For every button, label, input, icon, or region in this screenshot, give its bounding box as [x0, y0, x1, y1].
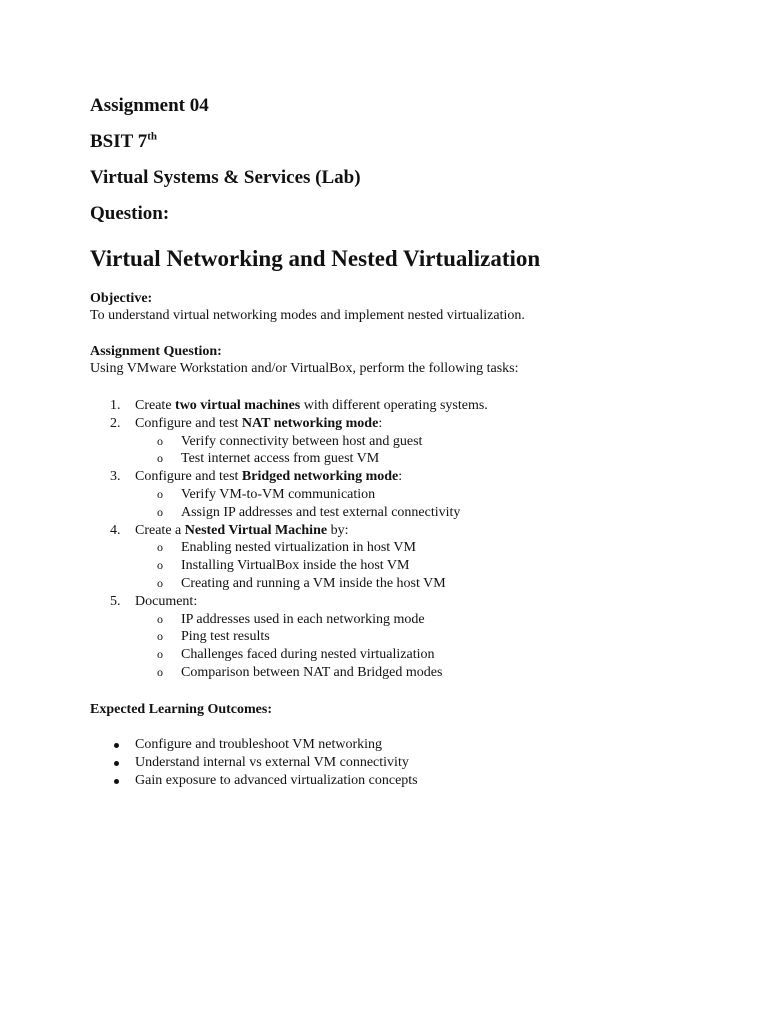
outcome-text: Understand internal vs external VM connectivity: [135, 755, 409, 771]
outcomes-label: Expected Learning Outcomes:: [90, 702, 272, 717]
assignment-question-text: Using VMware Workstation and/or VirtualBox, perform the following tasks:: [90, 361, 519, 376]
subtask-item: [0, 628, 768, 646]
task-text-emphasis: Nested Virtual Machine: [184, 522, 328, 538]
bullet-dot-icon: [114, 779, 119, 784]
course-name: Virtual Systems & Services (Lab): [90, 167, 361, 188]
task-text: [135, 468, 402, 486]
subtask-text: Enabling nested virtualization in host VM: [181, 540, 416, 556]
outcome-item: [0, 736, 768, 754]
circle-bullet-icon: o: [157, 433, 163, 448]
task-text: [135, 397, 488, 415]
task-text-emphasis: two virtual machines: [175, 398, 301, 413]
subtask-text: Challenges faced during nested virtualization: [181, 647, 435, 663]
assignment-question-label: Assignment Question:: [90, 344, 222, 359]
subtask-text: Assign IP addresses and test external connectivity: [181, 504, 461, 520]
task-text-lead: Create: [135, 398, 176, 413]
class-prefix: BSIT 7: [90, 131, 148, 152]
task-item: [0, 593, 768, 611]
objective-label: Objective:: [90, 291, 153, 306]
subtask-item: [0, 575, 768, 593]
task-text-lead: Create a: [135, 522, 185, 538]
subtask-text: Installing VirtualBox inside the host VM: [181, 558, 410, 574]
circle-bullet-icon: o: [157, 486, 163, 501]
task-item: [0, 397, 768, 415]
task-item: [0, 522, 768, 540]
subtask-text: Comparison between NAT and Bridged modes: [181, 664, 443, 680]
circle-bullet-icon: o: [157, 647, 163, 662]
task-number: 5.: [110, 593, 121, 609]
circle-bullet-icon: o: [157, 664, 163, 679]
subtask-text: Test internet access from guest VM: [181, 451, 380, 467]
bullet-dot-icon: [114, 761, 119, 766]
task-text-lead: Document:: [135, 593, 198, 609]
task-text: [135, 593, 197, 611]
subtask-text: Verify connectivity between host and guest: [181, 433, 423, 449]
task-number: 1.: [110, 398, 121, 413]
outcome-text: Gain exposure to advanced virtualization concepts: [135, 773, 418, 789]
subtask-text: Ping test results: [181, 629, 270, 645]
task-number: 2.: [110, 415, 121, 431]
circle-bullet-icon: o: [157, 451, 163, 466]
subtask-item: [0, 646, 768, 664]
task-text-emphasis: NAT networking mode: [241, 415, 379, 431]
circle-bullet-icon: o: [157, 629, 163, 644]
task-text-emphasis: Bridged networking mode: [241, 469, 399, 485]
subtask-item: [0, 539, 768, 557]
assignment-number: Assignment 04: [90, 95, 209, 116]
subtask-text: IP addresses used in each networking mode: [181, 611, 425, 627]
bullet-dot-icon: [114, 743, 119, 748]
class-name: [90, 130, 157, 154]
task-text-lead: Configure and test: [135, 415, 242, 431]
subtask-text: Verify VM-to-VM communication: [181, 486, 376, 502]
task-text: [135, 415, 382, 433]
subtask-item: [0, 611, 768, 629]
subtask-text: Creating and running a VM inside the host VM: [181, 575, 446, 591]
outcome-list: [0, 736, 768, 791]
task-text-tail: with different operating systems.: [300, 398, 488, 413]
question-label: Question:: [90, 203, 170, 224]
task-item: [0, 468, 768, 486]
task-item: [0, 415, 768, 433]
outcome-item: [0, 772, 768, 790]
task-number: 4.: [110, 522, 121, 538]
outcome-text: Configure and troubleshoot VM networking: [135, 737, 383, 752]
circle-bullet-icon: o: [157, 540, 163, 555]
circle-bullet-icon: o: [157, 611, 163, 626]
page-title: Virtual Networking and Nested Virtualization: [90, 246, 541, 271]
task-list: [0, 397, 768, 682]
subtask-item: [0, 504, 768, 522]
subtask-item: [0, 450, 768, 468]
circle-bullet-icon: o: [157, 504, 163, 519]
task-text-lead: Configure and test: [135, 469, 242, 485]
task-number: 3.: [110, 469, 121, 485]
task-text-tail: by:: [327, 522, 349, 538]
subtask-item: [0, 486, 768, 504]
objective-text: To understand virtual networking modes and implement nested virtualization.: [90, 308, 525, 323]
circle-bullet-icon: o: [157, 558, 163, 573]
outcome-item: [0, 754, 768, 772]
task-text-tail: :: [378, 415, 383, 431]
class-superscript: th: [147, 130, 157, 143]
task-text-tail: :: [398, 469, 403, 485]
subtask-item: [0, 664, 768, 682]
subtask-item: [0, 433, 768, 451]
circle-bullet-icon: o: [157, 575, 163, 590]
task-text: [135, 522, 348, 540]
subtask-item: [0, 557, 768, 575]
